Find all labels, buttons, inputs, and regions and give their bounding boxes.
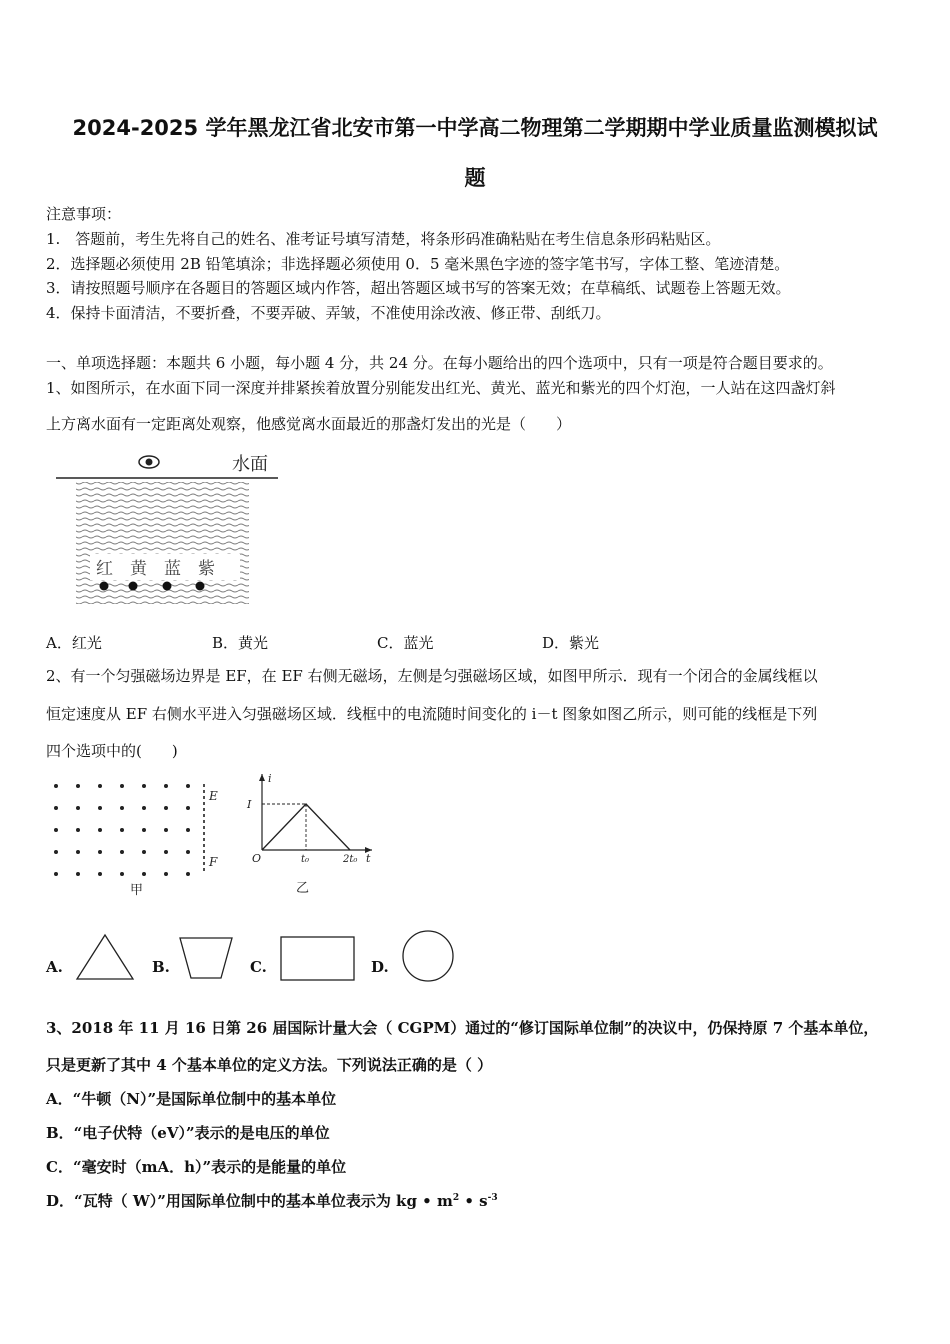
notice-item-1: 1. 答题前，考生先将自己的姓名、准考证号填写清楚，将条形码准确粘贴在考生信息条形码粘贴区。 xyxy=(46,230,721,248)
q1-option-a: A．红光 xyxy=(46,634,102,652)
field-dot xyxy=(120,806,124,810)
q2-option-d-letter: D. xyxy=(371,958,389,976)
field-dot xyxy=(54,828,58,832)
axis-i-label: i xyxy=(268,772,272,785)
notice-item-2: 2．选择题必须使用 2B 铅笔填涂；非选择题必须使用 0．5 毫米黑色字迹的签字笔书写，字体工整、笔迹清楚。 xyxy=(46,255,790,273)
trapezoid-shape xyxy=(176,934,236,982)
lamp-red xyxy=(100,582,109,591)
q2-option-b-letter: B. xyxy=(152,958,170,976)
field-dot xyxy=(142,850,146,854)
field-dot xyxy=(186,872,190,876)
q2-stem-line1: 2、有一个匀强磁场边界是 EF，在 EF 右侧无磁场，左侧是匀强磁场区域，如图甲所示．现有一个闭合的金属线框以 xyxy=(46,667,818,685)
q3-option-d-mid: • s xyxy=(459,1192,488,1210)
lamp-blue xyxy=(163,582,172,591)
notice-item-3: 3．请按照题号顺序在各题目的答题区域内作答，超出答题区域书写的答案无效；在草稿纸、试题卷上答题无效。 xyxy=(46,279,791,297)
page-title-continued: 题 xyxy=(464,166,486,190)
q1-stem-line2: 上方离水面有一定距离处观察，他感觉离水面最近的那盏灯发出的光是（ ） xyxy=(46,415,572,433)
q3-option-b: B．“电子伏特（eV）”表示的是电压的单位 xyxy=(46,1124,330,1142)
field-dot xyxy=(54,872,58,876)
lamp-label-blue: 蓝 xyxy=(164,559,181,579)
q3-option-c: C．“毫安时（mA．h）”表示的是能量的单位 xyxy=(46,1158,347,1176)
section-header: 一、单项选择题：本题共 6 小题，每小题 4 分，共 24 分。在每小题给出的四个选项中，只有一项是符合题目要求的。 xyxy=(46,354,833,372)
magnetic-field-dots xyxy=(54,784,190,876)
q1-stem-line1: 1、如图所示，在水面下同一深度并排紧挨着放置分别能发出红光、黄光、蓝光和紫光的四个灯泡，一人站在这四盏灯斜 xyxy=(46,379,836,397)
water-surface-label: 水面 xyxy=(232,454,268,475)
field-dot xyxy=(76,784,80,788)
field-dot xyxy=(164,850,168,854)
q2-figure-b xyxy=(244,768,384,907)
lamp-label-red: 红 xyxy=(96,559,113,579)
q1-option-b: B．黄光 xyxy=(212,634,269,652)
q2-stem-line3: 四个选项中的( ) xyxy=(46,742,178,760)
field-dot xyxy=(54,784,58,788)
field-dot xyxy=(98,828,102,832)
field-dot xyxy=(76,806,80,810)
field-dot xyxy=(76,828,80,832)
lamp-label-yellow: 黄 xyxy=(130,559,147,579)
field-dot xyxy=(98,806,102,810)
q2-option-c-letter: C. xyxy=(250,958,267,976)
q2-option-a-letter: A. xyxy=(46,958,63,976)
field-dot xyxy=(142,872,146,876)
field-dot xyxy=(98,784,102,788)
field-dot xyxy=(164,828,168,832)
q3-option-a: A．“牛顿（N）”是国际单位制中的基本单位 xyxy=(46,1090,337,1108)
caption-yi: 乙 xyxy=(296,881,310,896)
field-dot xyxy=(120,872,124,876)
origin-label: O xyxy=(252,852,262,865)
q3-option-d-exponent-1: 2 xyxy=(452,1193,460,1203)
field-dot xyxy=(186,828,190,832)
q2-figure-a xyxy=(46,770,226,909)
page-title: 2024-2025 学年黑龙江省北安市第一中学高二物理第二学期期中学业质量监测模拟试 xyxy=(72,116,878,140)
lamp-yellow xyxy=(129,582,138,591)
q2-stem-line2: 恒定速度从 EF 右侧水平进入匀强磁场区域．线框中的电流随时间变化的 i－t 图象如图乙所示，则可能的线框是下列 xyxy=(46,705,818,723)
triangle-shape xyxy=(74,932,136,982)
field-dot xyxy=(98,872,102,876)
field-dot xyxy=(186,850,190,854)
label-e: E xyxy=(209,789,218,803)
field-dot xyxy=(186,806,190,810)
field-dot xyxy=(164,784,168,788)
circle-shape xyxy=(399,928,457,984)
lamp-label-purple: 紫 xyxy=(198,559,215,579)
tick-t0: t₀ xyxy=(301,854,310,865)
q1-option-c: C．蓝光 xyxy=(377,634,434,652)
q3-option-d-exponent-2: -3 xyxy=(487,1193,498,1203)
rectangle-shape xyxy=(278,934,358,984)
field-dot xyxy=(164,872,168,876)
field-dot xyxy=(120,784,124,788)
field-dot xyxy=(120,850,124,854)
tick-2t0: 2t₀ xyxy=(343,854,358,865)
field-dot xyxy=(186,784,190,788)
peak-current-label: I xyxy=(247,798,252,811)
axis-t-label: t xyxy=(366,852,371,865)
caption-jia: 甲 xyxy=(130,883,144,898)
label-f: F xyxy=(209,855,218,869)
q3-option-d-text: D．“瓦特（ W）”用国际单位制中的基本单位表示为 kg • m xyxy=(46,1192,453,1210)
field-dot xyxy=(164,806,168,810)
q3-option-d xyxy=(46,1190,498,1211)
field-dot xyxy=(142,828,146,832)
field-dot xyxy=(76,850,80,854)
q1-figure xyxy=(46,450,281,614)
field-dot xyxy=(142,784,146,788)
field-dot xyxy=(54,850,58,854)
field-dot xyxy=(76,872,80,876)
field-dot xyxy=(54,806,58,810)
notice-item-4: 4．保持卡面清洁，不要折叠，不要弄破、弄皱，不准使用涂改液、修正带、刮纸刀。 xyxy=(46,304,611,322)
q1-option-d: D．紫光 xyxy=(542,634,600,652)
q3-stem-line1: 3、2018 年 11 月 16 日第 26 届国际计量大会（ CGPM）通过的“修订国际单位制”的决议中，仍保持原 7 个基本单位， xyxy=(46,1019,879,1037)
field-dot xyxy=(98,850,102,854)
notice-heading: 注意事项： xyxy=(46,205,122,223)
field-dot xyxy=(120,828,124,832)
q3-stem-line2: 只是更新了其中 4 个基本单位的定义方法。下列说法正确的是（ ） xyxy=(46,1056,493,1074)
lamp-purple xyxy=(196,582,205,591)
eye-icon xyxy=(139,456,159,468)
field-dot xyxy=(142,806,146,810)
